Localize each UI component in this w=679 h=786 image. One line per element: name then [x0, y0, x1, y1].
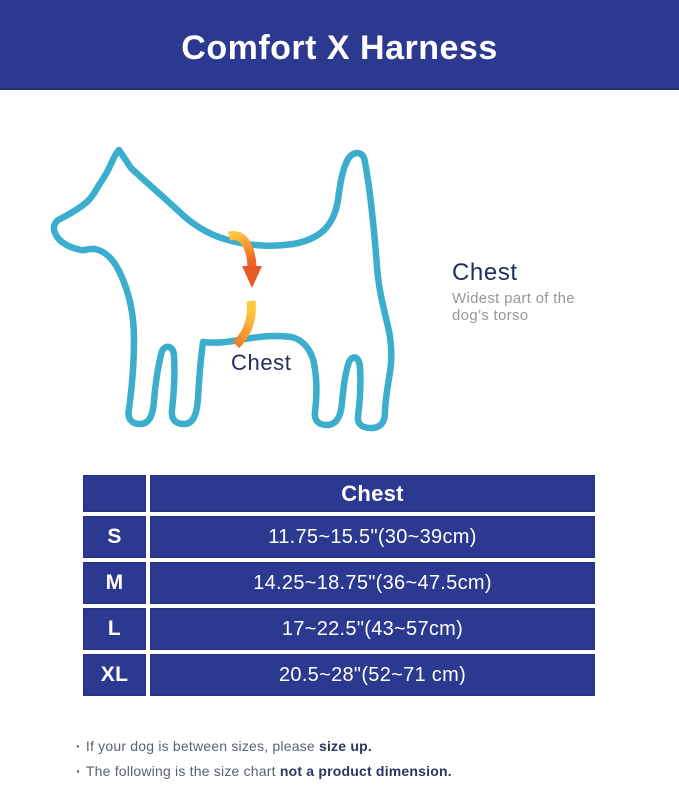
size-cell-m: M — [83, 562, 146, 604]
page-title: Comfort X Harness — [181, 28, 498, 67]
callout-description-line1: Widest part of the — [452, 290, 575, 307]
footnote-suffix: . — [447, 763, 452, 779]
size-cell-l: L — [83, 608, 146, 650]
callout-description — [452, 290, 612, 324]
footnote-text: The following is the size chart — [85, 763, 280, 779]
size-cell-s: S — [83, 516, 146, 558]
bullet-icon: · — [76, 763, 81, 779]
footnote-text: If your dog is between sizes, please — [85, 738, 319, 754]
size-chart-table — [83, 475, 595, 696]
footnote-bold: size up — [318, 738, 368, 754]
chest-value-l: 17~22.5"(43~57cm) — [150, 608, 595, 650]
footnote-bold: not a product dimension — [279, 763, 448, 779]
footnote-suffix: . — [367, 738, 372, 754]
dog-chest-label: Chest — [231, 350, 292, 375]
callout-description-line2: dog’s torso — [452, 307, 529, 324]
callout-title: Chest — [452, 259, 518, 286]
table-corner-cell — [83, 475, 146, 512]
chest-value-xl: 20.5~28"(52~71 cm) — [150, 654, 595, 696]
header-banner — [0, 0, 679, 90]
chest-callout — [452, 258, 612, 324]
footnote-size-up — [76, 739, 452, 754]
bullet-icon: · — [76, 738, 81, 754]
dog-outline — [54, 150, 391, 428]
footnote-not-product-dimension — [76, 764, 452, 779]
footnotes — [76, 739, 452, 786]
chest-value-m: 14.25~18.75"(36~47.5cm) — [150, 562, 595, 604]
table-column-header-chest: Chest — [150, 475, 595, 512]
size-cell-xl: XL — [83, 654, 146, 696]
dog-diagram — [45, 135, 425, 455]
chest-value-s: 11.75~15.5"(30~39cm) — [150, 516, 595, 558]
